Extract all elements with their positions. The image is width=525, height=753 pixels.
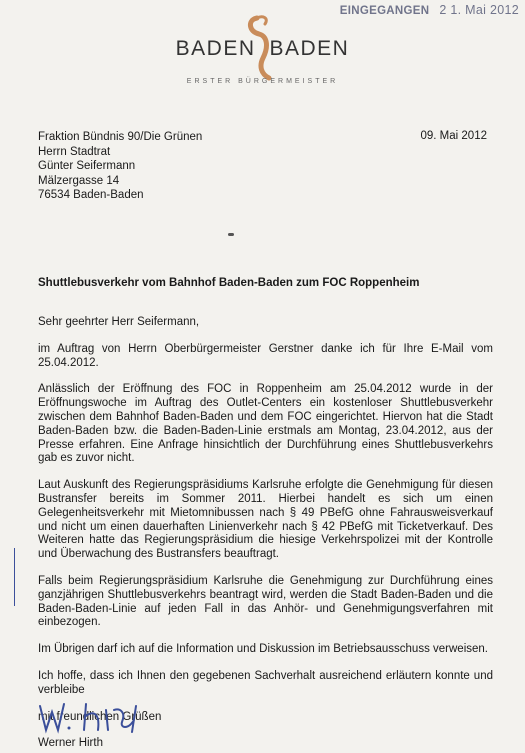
salutation: Sehr geehrter Herr Seifermann, [38,316,200,328]
paper-mark [228,233,234,236]
paragraph: Laut Auskunft des Regierungspräsidiums Karlsruhe erfolgte die Genehmigung für diesen Bustransfer bereits im Sommer 2011. Hierbei handelt es sich um einen Gelegenheitsverkehr mit Mietomnibussen nach § 49 PBefG ohne Fahrausweisverkauf und nicht um einen dauerhaften Linienverkehr nach § 42 PBefG mit Ticketverkauf. Des Weiteren hatte das Regierungspräsidium die hiesige Verkehrspolizei mit der Kontrolle und Überwachung des Bustransfers beauftragt. [38,479,493,561]
letter-subject: Shuttlebusverkehr vom Bahnhof Baden-Baden zum FOC Roppenheim [38,277,420,289]
paragraph: Ich hoffe, dass ich Ihnen den gegebenen Sachverhalt ausreichend erläutern konnte und verbleibe [38,669,493,696]
address-line: 76534 Baden-Baden [38,189,144,201]
stamp-label: EINGEGANGEN [339,5,430,17]
stamp-date: 2 1. Mai 2012 [439,3,519,17]
paragraph: Anlässlich der Eröffnung des FOC in Roppenheim am 25.04.2012 wurde in der Eröffnungswoche im Auftrag des Outlet-Centers ein kostenloser Shuttlebusverkehr zwischen dem Bahnhof Baden-Baden und dem FOC eingerichtet. Hiervon hat die Stadt Baden-Baden bzw. die Baden-Baden-Linie erstmals am Montag, 23.04.2012, aus der Presse erfahren. Eine Anfrage hinsichtlich der Durchführung eines Shuttlebusverkehrs gab es zuvor nicht. [38,383,493,465]
recipient-address [38,130,202,203]
margin-marker-line [14,548,15,606]
logo-wordmark [0,37,525,61]
logo-right: BADEN [269,37,350,60]
logo-subtitle: ERSTER BÜRGERMEISTER [186,78,339,85]
address-line: Günter Seifermann [38,160,136,172]
handwritten-signature [36,696,156,736]
closing: mit freundlichen Grüßen [38,710,162,723]
letter-date: 09. Mai 2012 [420,130,487,142]
paragraph: im Auftrag von Herrn Oberbürgermeister Gerstner danke ich für Ihre E-Mail vom 25.04.2012. [38,342,493,369]
address-line: Mälzergasse 14 [38,174,120,187]
letter-body [38,316,493,724]
address-line: Fraktion Bündnis 90/Die Grünen [38,131,203,143]
paragraph: Im Übrigen darf ich auf die Information und Diskussion im Betriebsausschuss verweisen. [38,643,488,656]
signer-name: Werner Hirth [38,737,103,749]
address-line: Herrn Stadtrat [38,145,111,158]
paragraph: Falls beim Regierungspräsidium Karlsruhe die Genehmigung zur Durchführung eines ganzjährigen Shuttlebusverkehrs beantragt wird, werden die Stadt Baden-Baden und die Baden-Baden-Linie auf jeden Fall in das Anhör- und Genehmigungsverfahren mit einbezogen. [38,574,493,629]
logo-left: BADEN [175,37,256,60]
